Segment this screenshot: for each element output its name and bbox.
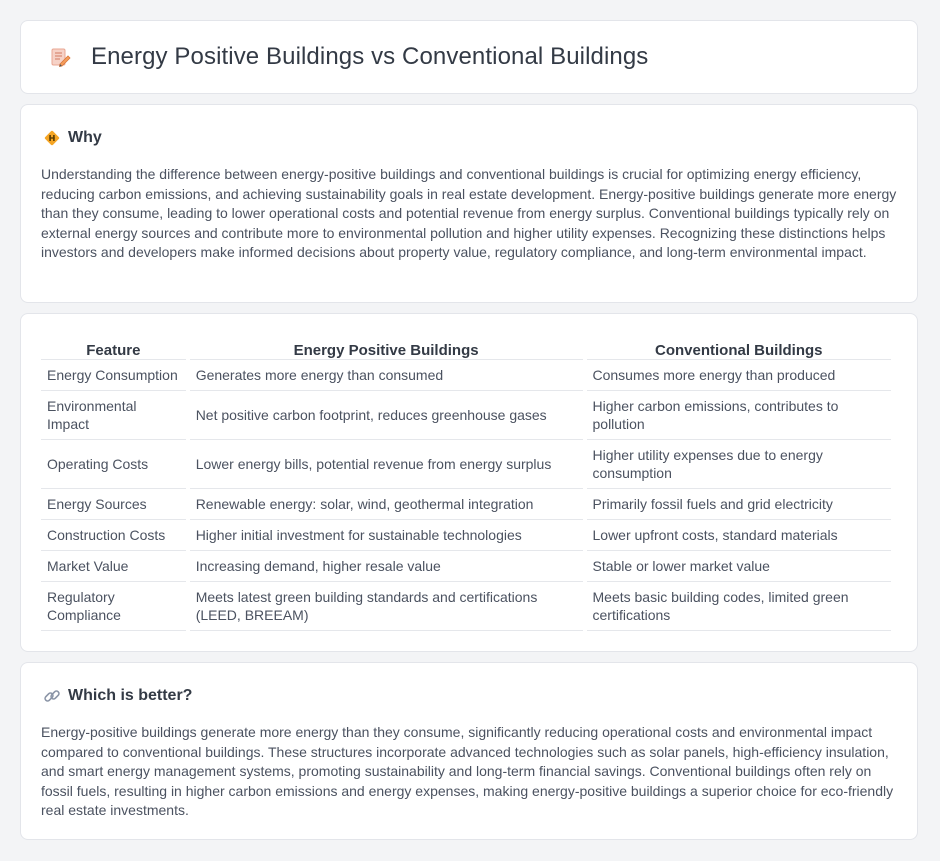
- table-cell-energy-positive: Increasing demand, higher resale value: [190, 551, 583, 582]
- table-cell-feature: Market Value: [41, 551, 186, 582]
- table-header-conventional: Conventional Buildings: [587, 334, 892, 360]
- table-cell-energy-positive: Renewable energy: solar, wind, geothermal integration: [190, 489, 583, 520]
- table-header-feature: Feature: [41, 334, 186, 360]
- table-cell-conventional: Primarily fossil fuels and grid electricity: [587, 489, 892, 520]
- why-section: [20, 104, 918, 303]
- table-row: [41, 582, 891, 631]
- table-row: [41, 489, 891, 520]
- table-cell-conventional: Consumes more energy than produced: [587, 360, 892, 391]
- diamond-warning-icon: [43, 129, 61, 147]
- table-cell-conventional: Higher carbon emissions, contributes to pollution: [587, 391, 892, 440]
- table-cell-feature: Construction Costs: [41, 520, 186, 551]
- better-heading: [43, 687, 192, 705]
- better-title: Which is better?: [68, 687, 193, 704]
- table-cell-energy-positive: Net positive carbon footprint, reduces greenhouse gases: [190, 391, 583, 440]
- table-cell-energy-positive: Higher initial investment for sustainable technologies: [190, 520, 583, 551]
- table-cell-feature: Environmental Impact: [41, 391, 186, 440]
- link-icon: [43, 687, 61, 705]
- table-row: [41, 551, 891, 582]
- table-cell-conventional: Lower upfront costs, standard materials: [587, 520, 892, 551]
- better-text: Energy-positive buildings generate more energy than they consume, significantly reducing operational costs and environmental impact compared to conventional buildings. These structures incorporate advanced technologies such as solar panels, high-efficiency insulation, and smart energy management systems, promoting sustainability and long-term financial savings. Conventional buildings often rely on fossil fuels, resulting in higher carbon emissions and energy expenses, making energy-positive buildings a superior choice for eco-friendly real estate investments.: [41, 724, 894, 818]
- table-cell-energy-positive: Generates more energy than consumed: [190, 360, 583, 391]
- table-cell-conventional: Stable or lower market value: [587, 551, 892, 582]
- table-header-energy-positive: Energy Positive Buildings: [190, 334, 583, 360]
- table-cell-energy-positive: Meets latest green building standards and certifications (LEED, BREEAM): [190, 582, 583, 631]
- comparison-table-card: [20, 313, 918, 652]
- which-is-better-section: [20, 662, 918, 840]
- why-text: Understanding the difference between energy-positive buildings and conventional buildings is crucial for optimizing energy efficiency, reducing carbon emissions, and achieving sustainability goals in real estate development. Energy-positive buildings generate more energy than they consume, leading to lower operational costs and potential revenue from energy surplus. Conventional buildings typically rely on external energy sources and contribute more to environmental pollution and higher utility expenses. Recognizing these distinctions helps investors and developers make informed decisions about property value, regulatory compliance, and long-term environmental impact.: [41, 166, 897, 260]
- table-header-row: [41, 334, 891, 360]
- table-cell-conventional: Meets basic building codes, limited green certifications: [587, 582, 892, 631]
- table-row: [41, 360, 891, 391]
- why-title: Why: [68, 129, 102, 146]
- table-cell-feature: Regulatory Compliance: [41, 582, 186, 631]
- table-row: [41, 440, 891, 489]
- notepad-pencil-icon: [49, 46, 71, 68]
- page-title: Energy Positive Buildings vs Conventional Buildings: [91, 43, 649, 70]
- table-row: [41, 520, 891, 551]
- table-cell-energy-positive: Lower energy bills, potential revenue from energy surplus: [190, 440, 583, 489]
- why-heading: [43, 129, 102, 147]
- comparison-table: [37, 334, 895, 631]
- table-row: [41, 391, 891, 440]
- table-cell-conventional: Higher utility expenses due to energy consumption: [587, 440, 892, 489]
- table-cell-feature: Operating Costs: [41, 440, 186, 489]
- header-card: [20, 20, 918, 94]
- table-cell-feature: Energy Consumption: [41, 360, 186, 391]
- table-cell-feature: Energy Sources: [41, 489, 186, 520]
